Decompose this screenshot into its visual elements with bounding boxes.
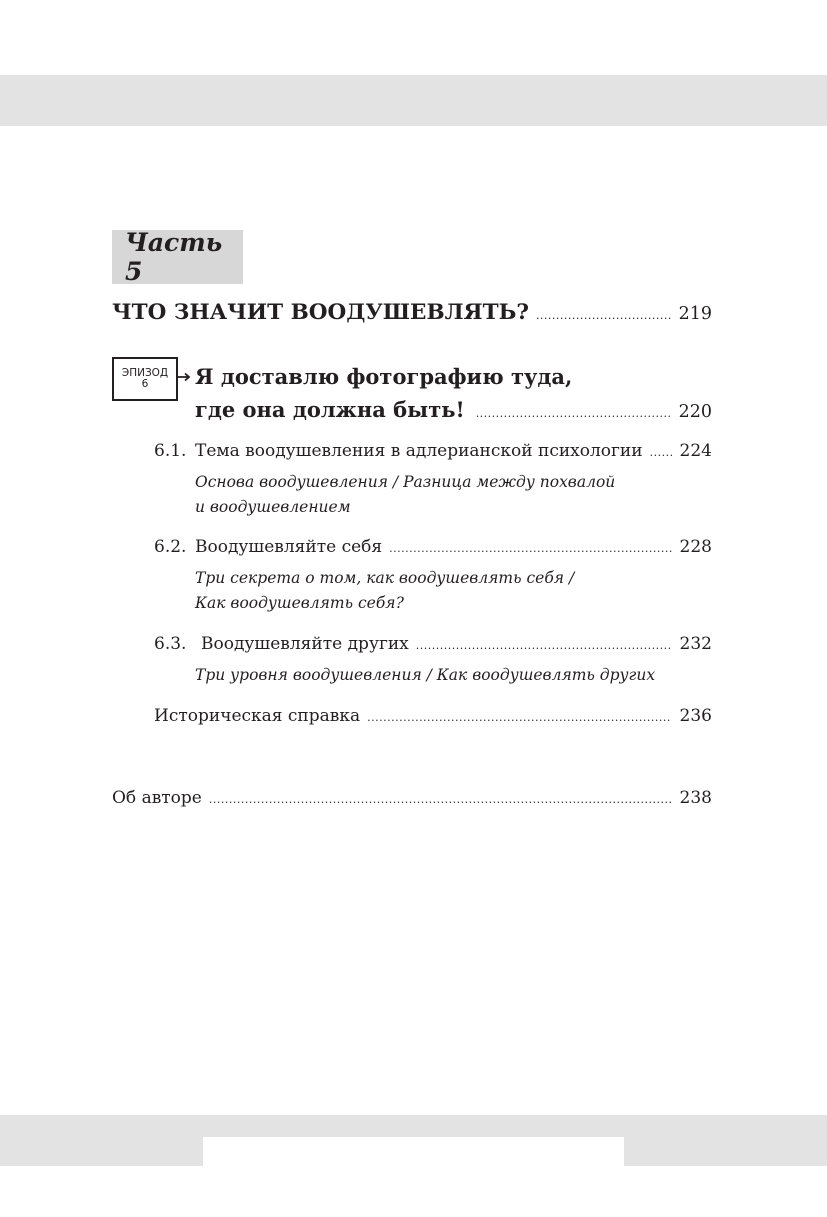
- dot-leader: [389, 542, 671, 555]
- page-number: 219: [678, 304, 712, 324]
- toc-entry-section-6-3[interactable]: [154, 634, 712, 654]
- about-title: Об авторе: [112, 788, 202, 808]
- bottom-band-gap: [203, 1137, 624, 1166]
- toc-entry-section-6-2[interactable]: [154, 537, 712, 557]
- dot-leader: [476, 407, 671, 420]
- toc-entry-chapter[interactable]: [112, 300, 712, 325]
- section-description: [195, 470, 615, 520]
- chapter-title: ЧТО ЗНАЧИТ ВООДУШЕВЛЯТЬ?: [112, 300, 529, 325]
- section-description-line: Как воодушевлять себя?: [195, 594, 404, 612]
- section-title: Тема воодушевления в адлерианской психологии: [195, 441, 643, 461]
- section-number: 6.1.: [154, 441, 187, 461]
- dot-leader: [209, 793, 672, 806]
- section-number: 6.3.: [154, 634, 187, 654]
- episode-badge-number: 6: [141, 378, 149, 390]
- dot-leader: [536, 309, 671, 322]
- toc-entry-episode[interactable]: [195, 397, 712, 422]
- section-description: [195, 566, 574, 616]
- episode-title-line2: где она должна быть!: [195, 397, 465, 422]
- section-title: Воодушевляйте себя: [195, 537, 383, 557]
- arrow-right-icon: [178, 372, 192, 382]
- toc-entry-section-6-1[interactable]: [154, 441, 712, 461]
- page-number: 220: [678, 402, 712, 422]
- section-title: Воодушевляйте других: [201, 634, 409, 654]
- section-description-line: Три уровня воодушевления / Как воодушевлять других: [195, 666, 656, 684]
- top-gray-band: [0, 75, 827, 126]
- dot-leader: [650, 446, 672, 459]
- part-label-text: Часть 5: [125, 228, 223, 286]
- historical-title: Историческая справка: [154, 706, 361, 726]
- section-description-line: Три секрета о том, как воодушевлять себя /: [195, 569, 575, 587]
- episode-title-line1[interactable]: Я доставлю фотографию туда,: [195, 364, 573, 389]
- episode-badge: [112, 357, 178, 401]
- section-description: [195, 663, 655, 688]
- page-number: 228: [679, 537, 712, 557]
- part-label: [112, 230, 243, 284]
- episode-badge-word: ЭПИЗОД: [121, 367, 169, 379]
- page-number: 236: [679, 706, 712, 726]
- page-number: 224: [679, 441, 712, 461]
- toc-entry-about[interactable]: [112, 788, 712, 808]
- section-description-line: и воодушевлением: [195, 498, 351, 516]
- section-description-line: Основа воодушевления / Разница между похвалой: [195, 473, 616, 491]
- page-number: 238: [679, 788, 712, 808]
- page-number: 232: [679, 634, 712, 654]
- dot-leader: [416, 639, 672, 652]
- dot-leader: [367, 711, 671, 724]
- section-number: 6.2.: [154, 537, 187, 557]
- toc-entry-historical[interactable]: [154, 706, 712, 726]
